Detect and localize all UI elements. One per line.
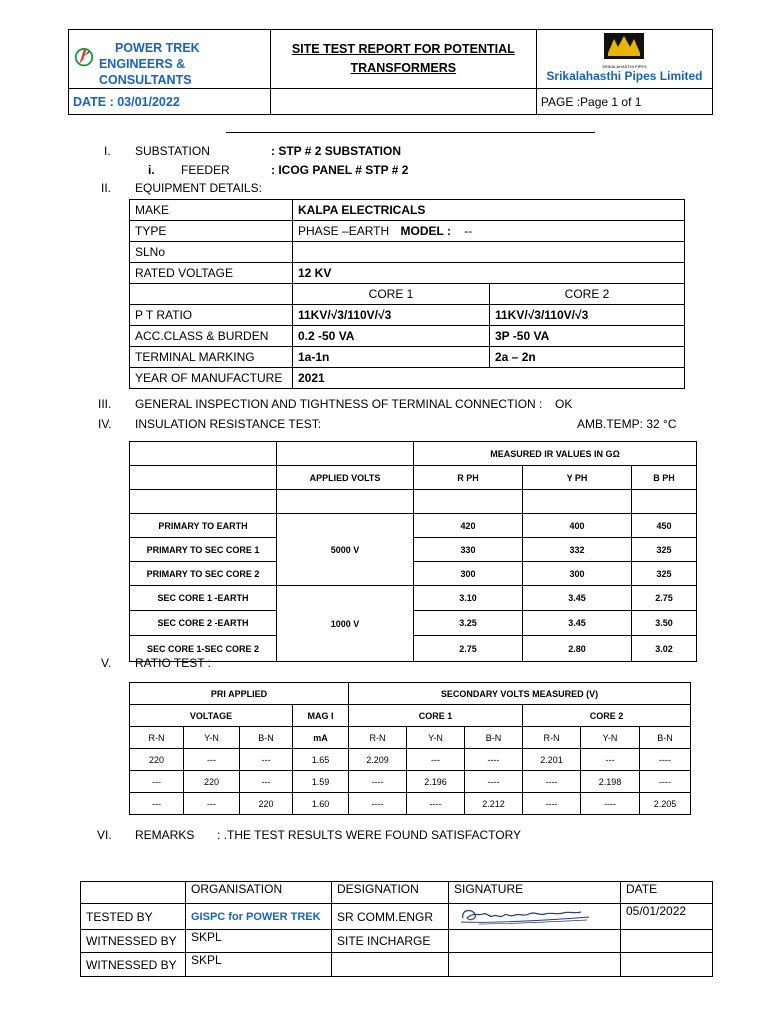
ratio-cell: ---- <box>640 771 691 793</box>
spacer-cell <box>523 490 632 514</box>
ratio-cell: ---- <box>640 749 691 771</box>
acc-class-core2: 3P -50 VA <box>490 326 685 347</box>
section-1-number: I. <box>104 144 111 158</box>
section-3-label: GENERAL INSPECTION AND TIGHTNESS OF TERMINAL CONNECTION : <box>135 397 543 411</box>
ir-b-value: 3.50 <box>632 611 697 636</box>
section-5-label: RATIO TEST : <box>135 656 212 670</box>
sub-header: B-N <box>240 727 293 749</box>
terminal-marking-core2: 2a – 2n <box>490 347 685 368</box>
witnessed-by-label: WITNESSED BY <box>81 953 186 977</box>
title-cell <box>270 30 536 89</box>
table-row <box>130 771 691 793</box>
mag-header: MAG I <box>293 705 349 727</box>
table-row <box>130 705 691 727</box>
signoff-header: DATE <box>621 882 713 904</box>
pt-ratio-core1: 11KV/√3/110V/√3 <box>293 305 490 326</box>
year-label: YEAR OF MANUFACTURE <box>130 368 293 389</box>
tested-by-org: GISPC for POWER TREK <box>186 904 332 930</box>
table-row <box>130 284 685 305</box>
table-row <box>130 514 697 538</box>
spacer-cell <box>130 490 277 514</box>
table-row <box>130 727 691 749</box>
client-name: Srikalahasthi Pipes Limited <box>546 69 703 83</box>
table-row <box>130 586 697 611</box>
core1-header: CORE 1 <box>293 284 490 305</box>
model-value: -- <box>464 224 473 238</box>
pri-applied-header: PRI APPLIED <box>130 683 349 705</box>
core2-header: CORE 2 <box>490 284 685 305</box>
ratio-cell: --- <box>184 793 240 815</box>
ratio-cell: 2.209 <box>349 749 407 771</box>
voltage-header: VOLTAGE <box>130 705 293 727</box>
table-row <box>81 953 713 977</box>
empty-cell <box>130 284 293 305</box>
ratio-cell: ---- <box>349 771 407 793</box>
ir-y-value: 400 <box>523 514 632 538</box>
tested-by-date: 05/01/2022 <box>621 904 713 930</box>
ir-b-value: 3.02 <box>632 636 697 662</box>
ir-r-value: 2.75 <box>414 636 523 662</box>
ir-row-label: PRIMARY TO EARTH <box>130 514 277 538</box>
ratio-cell: 1.59 <box>293 771 349 793</box>
witnessed-by-org: SKPL <box>186 953 332 977</box>
spacer-cell <box>632 490 697 514</box>
r-ph-header: R PH <box>414 466 523 490</box>
sub-header: Y-N <box>184 727 240 749</box>
ir-b-value: 325 <box>632 538 697 562</box>
table-row <box>130 305 685 326</box>
ratio-cell: --- <box>184 749 240 771</box>
ir-b-value: 325 <box>632 562 697 586</box>
ratio-cell: 2.198 <box>581 771 640 793</box>
empty-cell <box>130 466 277 490</box>
signoff-header: ORGANISATION <box>186 882 332 904</box>
secondary-header: SECONDARY VOLTS MEASURED (V) <box>349 683 691 705</box>
terminal-marking-label: TERMINAL MARKING <box>130 347 293 368</box>
logo-caption: SRIKALAHASTHI PIPES <box>602 64 647 69</box>
spacer-cell <box>414 490 523 514</box>
witnessed-by-org: SKPL <box>186 930 332 953</box>
table-row <box>130 242 685 263</box>
ir-y-value: 3.45 <box>523 586 632 611</box>
witnessed-by-label: WITNESSED BY <box>81 930 186 953</box>
table-row <box>130 442 697 466</box>
terminal-marking-core1: 1a-1n <box>293 347 490 368</box>
ratio-cell: ---- <box>465 749 523 771</box>
ir-r-value: 420 <box>414 514 523 538</box>
applied-volts-1000: 1000 V <box>277 586 414 662</box>
core1-header: CORE 1 <box>349 705 523 727</box>
company-subtitle: ENGINEERS & CONSULTANTS <box>98 57 192 87</box>
sub-header: R-N <box>130 727 184 749</box>
section-1-value: : STP # 2 SUBSTATION <box>271 144 402 158</box>
signoff-header: DESIGNATION <box>332 882 449 904</box>
table-row <box>130 263 685 284</box>
ratio-cell: 220 <box>130 749 184 771</box>
witnessed-by-designation <box>332 953 449 977</box>
empty-cell <box>621 953 713 977</box>
section-1i-number: i. <box>148 163 155 177</box>
ir-b-value: 2.75 <box>632 586 697 611</box>
ratio-cell: 1.60 <box>293 793 349 815</box>
applied-volts-5000: 5000 V <box>277 514 414 586</box>
client-cell <box>536 30 712 89</box>
srikalahasthi-logo-icon <box>604 33 644 59</box>
table-row <box>130 562 697 586</box>
ratio-cell: 2.205 <box>640 793 691 815</box>
ir-row-label: SEC CORE 1-SEC CORE 2 <box>130 636 277 662</box>
slno-value <box>293 242 685 263</box>
applied-volts-header: APPLIED VOLTS <box>277 466 414 490</box>
section-5-number: V. <box>101 656 112 670</box>
ratio-cell: ---- <box>465 771 523 793</box>
remarks-value: : .THE TEST RESULTS WERE FOUND SATISFACTORY <box>217 828 522 842</box>
ir-row-label: PRIMARY TO SEC CORE 2 <box>130 562 277 586</box>
section-1i-label: FEEDER <box>181 163 230 177</box>
slno-label: SLNo <box>130 242 293 263</box>
ir-b-value: 450 <box>632 514 697 538</box>
sub-header: B-N <box>640 727 691 749</box>
empty-cell <box>130 442 277 466</box>
table-row <box>130 636 697 662</box>
ratio-cell: 2.196 <box>407 771 465 793</box>
section-1-label: SUBSTATION <box>135 144 210 158</box>
empty-cell <box>277 442 414 466</box>
rated-voltage-value: 12 KV <box>293 263 685 284</box>
ir-r-value: 300 <box>414 562 523 586</box>
signoff-table <box>80 881 713 977</box>
ratio-cell: 220 <box>240 793 293 815</box>
table-row <box>130 221 685 242</box>
pt-ratio-label: P T RATIO <box>130 305 293 326</box>
tested-by-designation: SR COMM.ENGR <box>332 904 449 930</box>
ratio-cell: --- <box>581 749 640 771</box>
ratio-cell: 1.65 <box>293 749 349 771</box>
report-title-line2: TRANSFORMERS <box>350 61 457 75</box>
ir-r-value: 330 <box>414 538 523 562</box>
ratio-cell: --- <box>407 749 465 771</box>
type-label: TYPE <box>130 221 293 242</box>
b-ph-header: B PH <box>632 466 697 490</box>
ir-row-label: SEC CORE 1 -EARTH <box>130 586 277 611</box>
handwritten-signature <box>449 904 599 926</box>
ir-row-label: SEC CORE 2 -EARTH <box>130 611 277 636</box>
ratio-cell: ---- <box>523 793 581 815</box>
ratio-cell: ---- <box>581 793 640 815</box>
rated-voltage-label: RATED VOLTAGE <box>130 263 293 284</box>
empty-cell <box>270 89 536 115</box>
sub-header: R-N <box>523 727 581 749</box>
table-row <box>130 466 697 490</box>
page-number: PAGE :Page 1 of 1 <box>536 89 712 115</box>
ratio-cell: --- <box>130 771 184 793</box>
section-2-number: II. <box>101 181 112 195</box>
table-row <box>81 904 713 930</box>
witnessed-by-designation: SITE INCHARGE <box>332 930 449 953</box>
section-6-label: REMARKS <box>135 828 195 842</box>
empty-cell <box>621 930 713 953</box>
report-header <box>68 29 713 115</box>
table-row <box>130 368 685 389</box>
ir-r-value: 3.10 <box>414 586 523 611</box>
ir-y-value: 300 <box>523 562 632 586</box>
section-4-number: IV. <box>98 417 112 431</box>
type-value: PHASE –EARTH <box>298 224 390 238</box>
table-row <box>130 200 685 221</box>
signature-cell <box>449 904 621 930</box>
section-4-label: INSULATION RESISTANCE TEST: <box>135 417 322 431</box>
table-row <box>130 793 691 815</box>
section-3-value: OK <box>555 397 573 411</box>
ratio-cell: --- <box>240 749 293 771</box>
ratio-cell: 2.201 <box>523 749 581 771</box>
sub-header: Y-N <box>581 727 640 749</box>
section-6-number: VI. <box>97 828 112 842</box>
measured-ir-header: MEASURED IR VALUES IN GΩ <box>414 442 697 466</box>
sub-header: B-N <box>465 727 523 749</box>
empty-cell <box>449 930 621 953</box>
core2-header: CORE 2 <box>523 705 691 727</box>
ir-y-value: 3.45 <box>523 611 632 636</box>
ratio-cell: 220 <box>184 771 240 793</box>
ratio-cell: ---- <box>349 793 407 815</box>
make-label: MAKE <box>130 200 293 221</box>
tested-by-label: TESTED BY <box>81 904 186 930</box>
table-row <box>130 326 685 347</box>
table-row <box>130 749 691 771</box>
report-title-line1: SITE TEST REPORT FOR POTENTIAL <box>291 42 515 56</box>
ratio-cell: ---- <box>523 771 581 793</box>
table-row <box>130 611 697 636</box>
ratio-cell: ---- <box>407 793 465 815</box>
table-row <box>81 930 713 953</box>
table-row <box>130 538 697 562</box>
sub-header: mA <box>293 727 349 749</box>
table-row <box>130 347 685 368</box>
section-1i-value: : ICOG PANEL # STP # 2 <box>271 163 409 177</box>
spacer-cell <box>277 490 414 514</box>
report-date: DATE : 03/01/2022 <box>69 89 271 115</box>
section-3-number: III. <box>98 397 112 411</box>
ratio-test-table <box>129 682 691 815</box>
table-row <box>81 882 713 904</box>
ratio-cell: --- <box>130 793 184 815</box>
ratio-cell: --- <box>240 771 293 793</box>
ir-row-label: PRIMARY TO SEC CORE 1 <box>130 538 277 562</box>
horizontal-rule <box>226 132 595 133</box>
ir-y-value: 332 <box>523 538 632 562</box>
company-name: POWER TREK <box>114 41 200 55</box>
table-row <box>130 683 691 705</box>
ratio-cell: 2.212 <box>465 793 523 815</box>
insulation-resistance-table <box>129 441 697 662</box>
company-cell <box>69 30 271 89</box>
sub-header: Y-N <box>407 727 465 749</box>
empty-cell <box>449 953 621 977</box>
sub-header: R-N <box>349 727 407 749</box>
equipment-details-table <box>129 199 685 389</box>
signoff-header <box>81 882 186 904</box>
year-value: 2021 <box>293 368 685 389</box>
y-ph-header: Y PH <box>523 466 632 490</box>
signoff-header: SIGNATURE <box>449 882 621 904</box>
pt-ratio-core2: 11KV/√3/110V/√3 <box>490 305 685 326</box>
ambient-temperature: AMB.TEMP: 32 °C <box>577 417 677 431</box>
make-value: KALPA ELECTRICALS <box>293 200 685 221</box>
power-trek-logo-icon <box>73 44 95 74</box>
section-2-label: EQUIPMENT DETAILS: <box>135 181 262 195</box>
acc-class-label: ACC.CLASS & BURDEN <box>130 326 293 347</box>
model-label: MODEL : <box>400 224 451 238</box>
ir-y-value: 2.80 <box>523 636 632 662</box>
ir-r-value: 3.25 <box>414 611 523 636</box>
acc-class-core1: 0.2 -50 VA <box>293 326 490 347</box>
